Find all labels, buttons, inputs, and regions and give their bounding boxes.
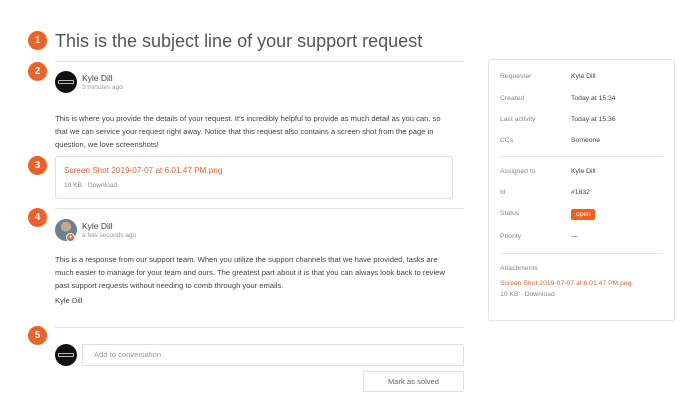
download-link[interactable]: Download — [87, 182, 118, 189]
attachment-separator: · — [520, 291, 523, 298]
comment-time: 3 minutes ago — [82, 84, 123, 91]
divider — [55, 61, 464, 62]
avatar — [55, 71, 77, 93]
ccs-value: Someone — [571, 137, 601, 144]
divider — [55, 208, 464, 209]
created-value: Today at 15:34 — [571, 95, 616, 102]
id-value: #1832 — [571, 189, 590, 196]
comment-author: Kyle Dill — [82, 221, 113, 231]
attachment-size: 10 KB — [64, 182, 82, 189]
comment-body: This is a response from our support team. When you utilize the support channels that we have provided, tasks are much easier to manage for your team and ours. The greatest part about it is that you can always look back to review past support requests without needing to comb through your emails. — [55, 255, 445, 290]
id-label: Id — [500, 189, 506, 196]
priority-value: — — [571, 233, 578, 240]
ticket-details-panel — [488, 59, 675, 321]
attachment-link[interactable]: Screen Shot 2019-07-07 at 6.01.47 PM.png — [64, 166, 223, 175]
created-label: Created — [500, 95, 525, 102]
logo-icon — [58, 353, 74, 357]
comment-body: This is where you provide the details of your request. It's incredibly helpful to provide as much detail as you can, so that we can service your request right away. Notice that this request also contains a screen shot from the page in question, we love screenshots! — [55, 114, 441, 149]
priority-label: Priority — [500, 233, 522, 240]
mark-as-solved-button[interactable]: Mark as solved — [363, 371, 464, 392]
divider — [500, 156, 663, 157]
agent-badge-icon: ✦ — [67, 235, 74, 241]
requester-value: Kyle Dill — [571, 73, 596, 80]
step-marker-1: 1 — [28, 31, 47, 50]
avatar — [55, 344, 77, 366]
attachment-size: 10 KB — [500, 291, 519, 298]
requester-label: Requester — [500, 73, 532, 80]
ticket-subject: This is the subject line of your support request — [55, 31, 423, 51]
comment-time: a few seconds ago — [82, 232, 137, 239]
last-activity-value: Today at 15:36 — [571, 116, 616, 123]
status-badge: open — [571, 209, 595, 220]
attachment-separator: · — [83, 182, 87, 189]
conversation-input[interactable]: Add to conversation — [82, 344, 464, 366]
assigned-label: Assigned to — [500, 168, 536, 175]
step-marker-5: 5 — [28, 326, 47, 345]
step-marker-3: 3 — [28, 156, 47, 175]
logo-icon — [58, 80, 74, 84]
comment-author: Kyle Dill — [82, 73, 113, 83]
sidebar-attachment-meta — [500, 291, 555, 298]
step-marker-2: 2 — [28, 62, 47, 81]
sidebar-download-link[interactable]: Download — [524, 291, 555, 298]
divider — [500, 253, 663, 254]
ccs-label: CCs — [500, 137, 514, 144]
assigned-value: Kyle Dill — [571, 168, 596, 175]
attachment-card — [55, 156, 453, 199]
comment-signature: Kyle Dill — [55, 296, 83, 305]
attachment-meta — [64, 182, 117, 189]
last-activity-label: Last activity — [500, 116, 536, 123]
sidebar-attachment-link[interactable]: Screen Shot 2019-07-07 at 6.01.47 PM.png — [500, 280, 632, 287]
step-marker-4: 4 — [28, 208, 47, 227]
status-label: Status — [500, 210, 520, 217]
divider — [55, 327, 464, 328]
attachments-label: Attachments — [500, 265, 538, 272]
